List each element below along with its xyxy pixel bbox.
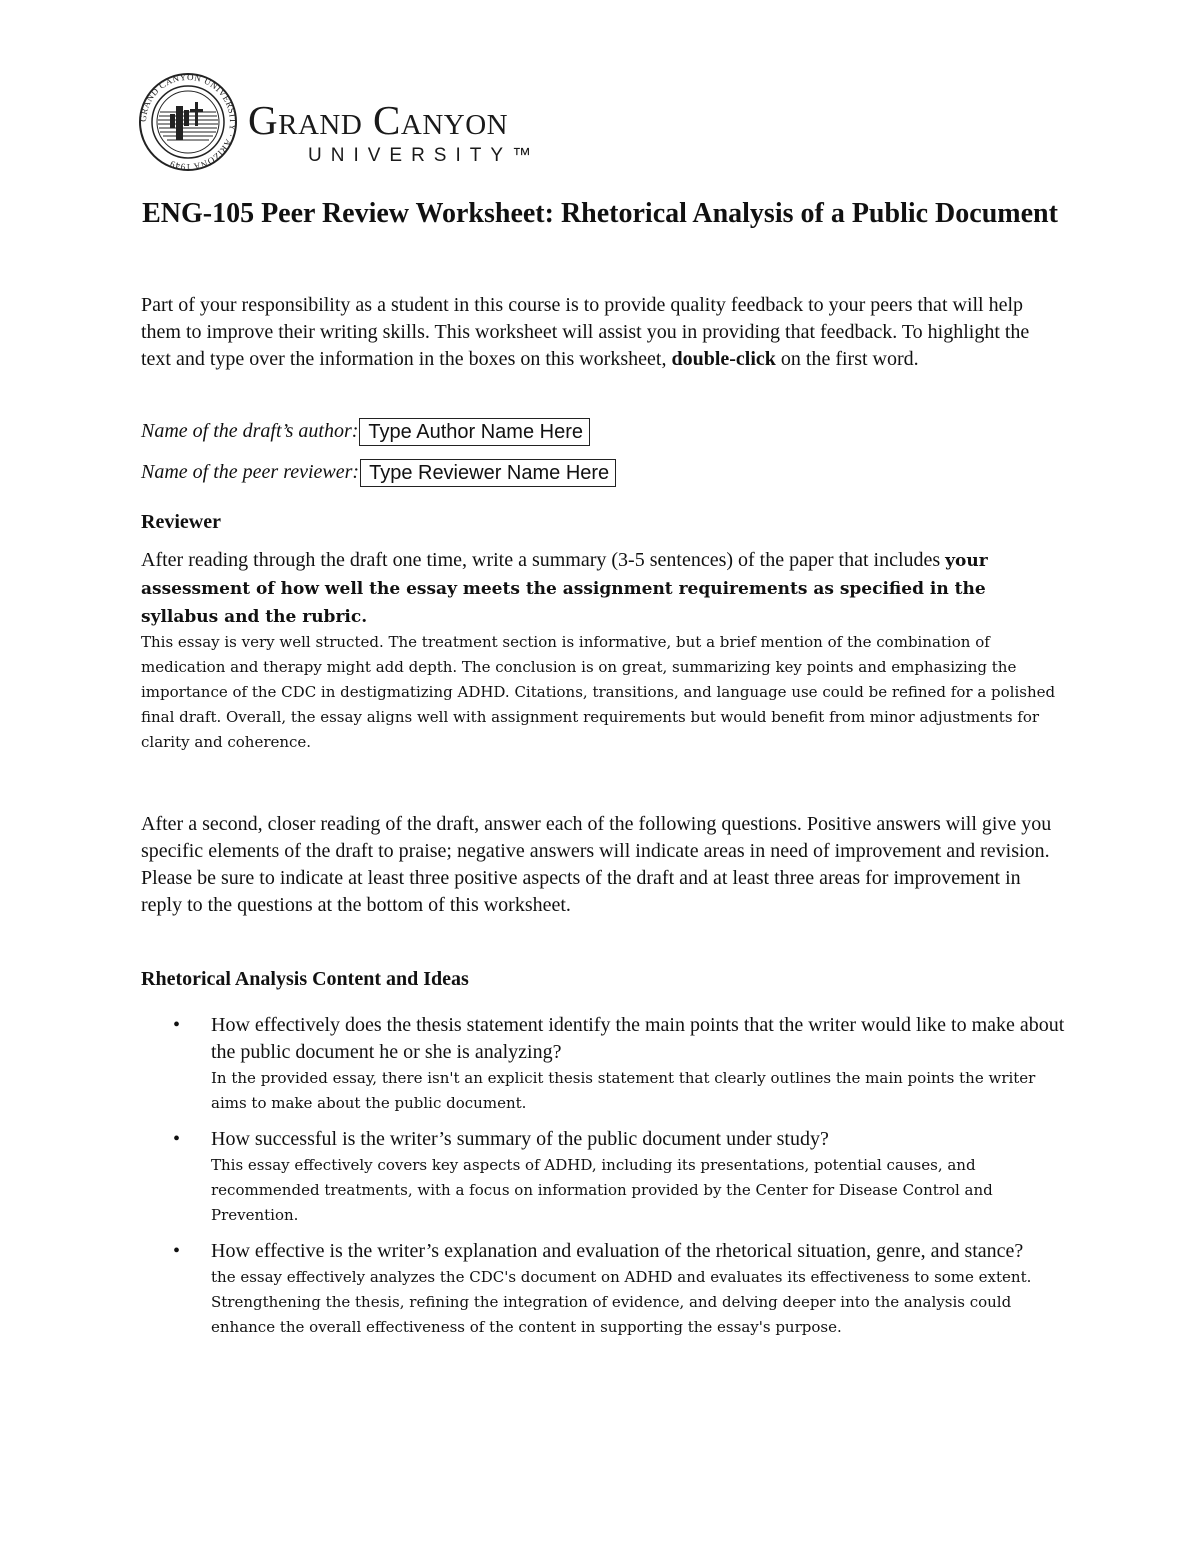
question-text: How effectively does the thesis statement identify the main points that the writer would like to make about the public document he or she is analyzing? <box>211 1014 1065 1063</box>
bullet-icon: • <box>173 1128 181 1150</box>
intro-text: Part of your responsibility as a student in this course is to provide quality feedback to your peers that will help them to improve their writing skills. This worksheet will assist you in providing that feedback. To highlight the text and type over the information in the boxes on this worksheet, <box>141 294 1030 370</box>
worksheet-title: ENG-105 Peer Review Worksheet: Rhetorical Analysis of a Public Document <box>142 198 1058 229</box>
answer-text[interactable]: This essay effectively covers key aspects of ADHD, including its presentations, potential causes, and recommended treatments, with a focus on information provided by the Center for Disease Control and Prevention. <box>211 1156 993 1224</box>
rhetorical-heading: Rhetorical Analysis Content and Ideas <box>141 968 469 990</box>
intro-tail: on the first word. <box>780 348 919 370</box>
university-wordmark-sub: UNIVERSITY™ <box>308 145 541 166</box>
bullet-icon: • <box>173 1240 181 1262</box>
summary-prompt-bold: your assessment of how well the essay meets the assignment requirements as specified in the syllabus and the rubric. <box>141 551 988 627</box>
reviewer-name-field[interactable]: Type Reviewer Name Here <box>360 459 616 487</box>
summary-response[interactable]: This essay is very well structed. The treatment section is informative, but a brief mention of the combination of medication and therapy might add depth. The conclusion is on great, summarizing key points and emphasizing the importance of the CDC in destigmatizing ADHD. Citations, transitions, and language use could be refined for a polished final draft. Overall, the essay aligns well with assignment requirements but would benefit from minor adjustments for clarity and coherence. <box>141 633 1056 751</box>
question-list <box>141 1012 1066 1350</box>
reviewer-label: Name of the peer reviewer: <box>141 461 360 483</box>
reviewer-row <box>141 459 616 487</box>
question-item <box>141 1012 1066 1116</box>
question-item <box>141 1238 1066 1340</box>
summary-prompt <box>141 547 1061 631</box>
author-label: Name of the draft’s author: <box>141 420 359 442</box>
university-seal-icon <box>138 72 238 172</box>
author-row <box>141 418 590 446</box>
author-name-field[interactable]: Type Author Name Here <box>359 418 590 446</box>
university-logo <box>138 72 588 172</box>
university-wordmark: Grand Canyon <box>248 97 509 143</box>
question-text: How successful is the writer’s summary of the public document under study? <box>211 1128 829 1150</box>
intro-bold: double-click <box>671 348 776 370</box>
intro-paragraph <box>141 292 1061 373</box>
summary-prompt-text: After reading through the draft one time, write a summary (3-5 sentences) of the paper that includes <box>141 549 941 571</box>
question-item <box>141 1126 1066 1228</box>
bullet-icon: • <box>173 1014 181 1036</box>
question-text: How effective is the writer’s explanation and evaluation of the rhetorical situation, genre, and stance? <box>211 1240 1024 1262</box>
seal-text: GRAND CANYON UNIVERSITY · ARIZONA 1949 <box>138 72 238 172</box>
answer-text[interactable]: In the provided essay, there isn't an explicit thesis statement that clearly outlines the main points the writer aims to make about the public document. <box>211 1069 1036 1112</box>
reviewer-heading: Reviewer <box>141 511 221 533</box>
answer-text[interactable]: the essay effectively analyzes the CDC's document on ADHD and evaluates its effectiveness to some extent. Strengthening the thesis, refining the integration of evidence, and delving deeper into the analysis could enhance the overall effectiveness of the content in supporting the essay's purpose. <box>211 1268 1032 1336</box>
second-reading-paragraph: After a second, closer reading of the draft, answer each of the following questions. Positive answers will give you specific elements of the draft to praise; negative answers will indicate areas in need of improvement and revision. Please be sure to indicate at least three positive aspects of the draft and at least three areas for improvement in reply to the questions at the bottom of this worksheet. <box>141 813 1052 916</box>
